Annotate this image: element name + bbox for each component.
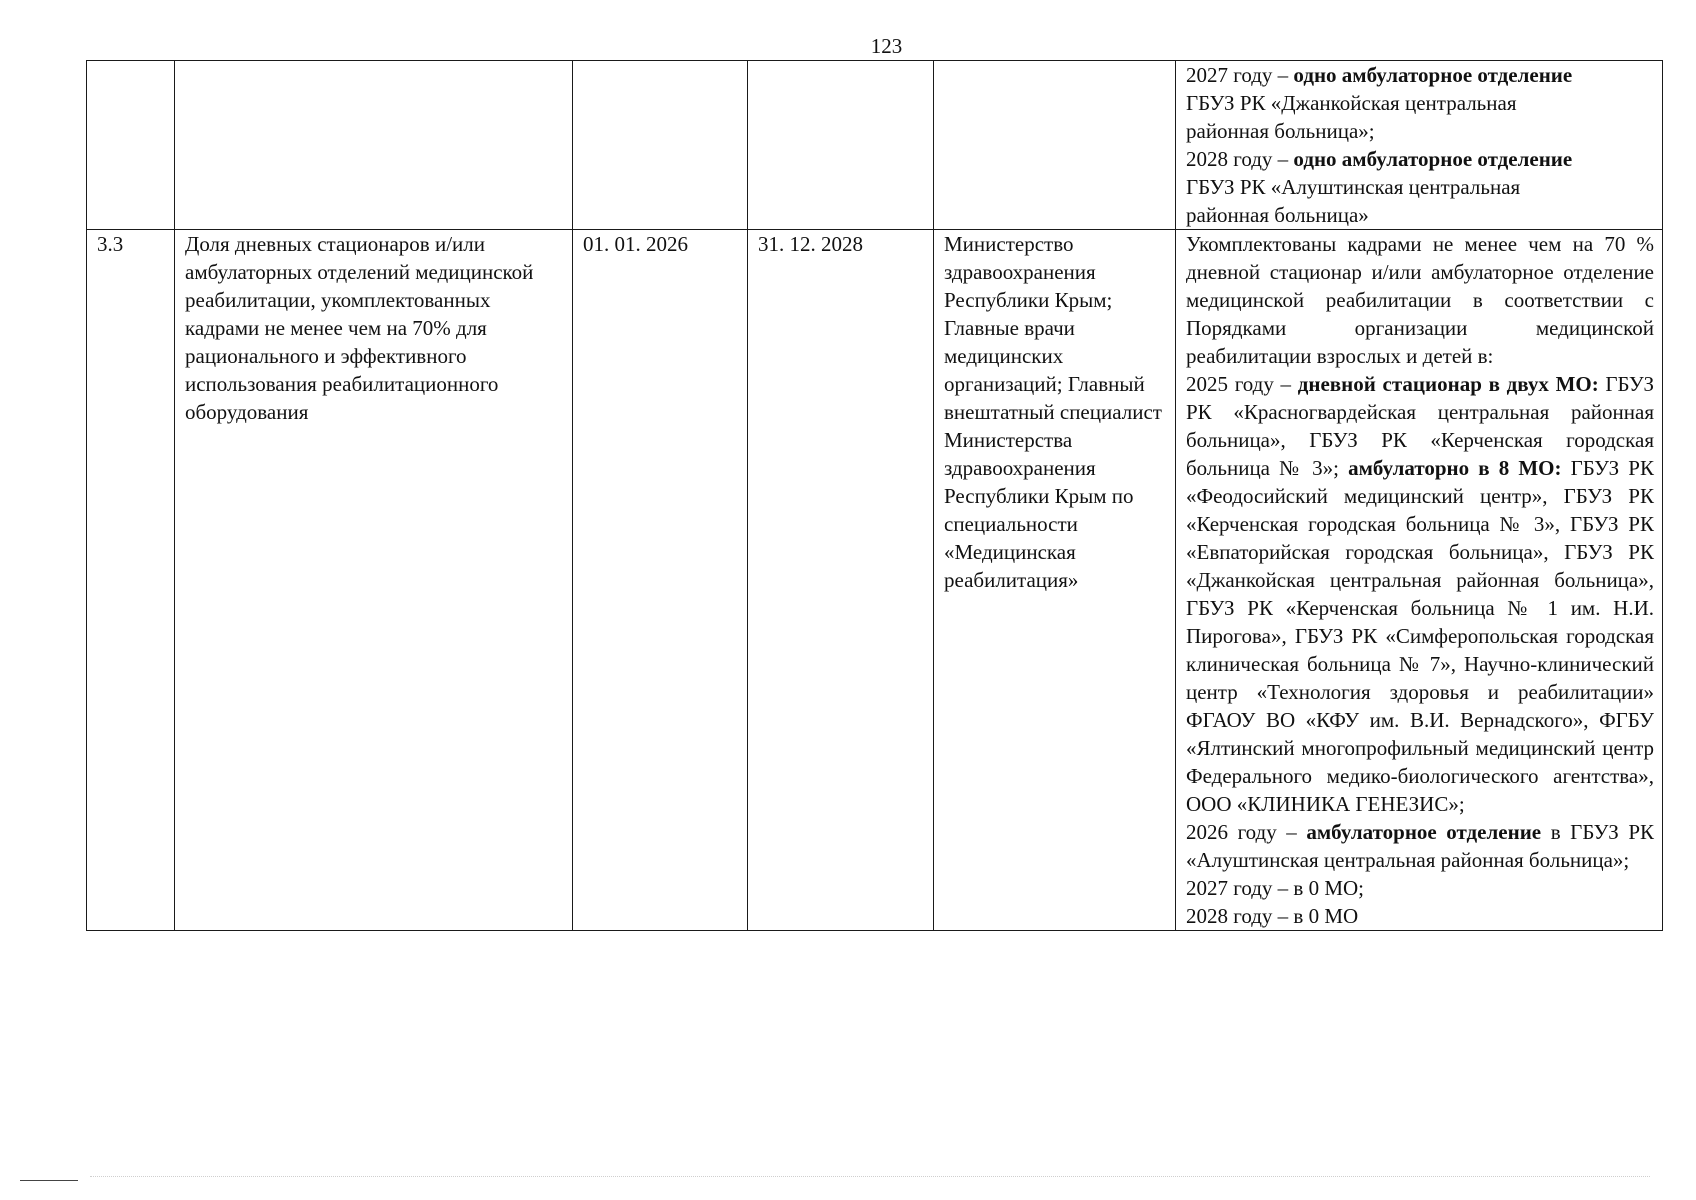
cell-description-empty — [175, 61, 573, 230]
cell-result — [1176, 230, 1663, 931]
cell-end-date: 31. 12. 2028 — [748, 230, 934, 931]
result-line: 2027 году – одно амбулаторное отделение — [1186, 63, 1573, 87]
result-2028: 2028 году – в 0 МО — [1186, 904, 1359, 928]
cell-number-empty — [87, 61, 175, 230]
measures-table — [86, 60, 1663, 931]
result-line: районная больница»; — [1186, 119, 1375, 143]
result-2025: 2025 году – дневной стационар в двух МО: ГБУЗ РК «Красногвардейская центральная районная больница», ГБУЗ РК «Керченская городская больница № 3»; амбулаторно в 8 МО: ГБУЗ РК «Феодосийский медицинский центр», ГБУЗ РК «Керченская городская больница № 3», ГБУЗ РК «Евпаторийская городская больница», ГБУЗ РК «Джанкойская центральная районная больница», ГБУЗ РК «Керченская больница № 1 им. Н.И. Пирогова», ГБУЗ РК «Симферопольская городская клиническая больница № 7», Научно-клинический центр «Технология здоровья и реабилитации» ФГАОУ ВО «КФУ им. В.И. Вернадского», ФГБУ «Ялтинский многопрофильный медицинский центр Федерального медико-биологического агентства», ООО «КЛИНИКА ГЕНЕЗИС»; — [1186, 372, 1654, 816]
result-2026: 2026 году – амбулаторное отделение в ГБУЗ РК «Алуштинская центральная районная больница»; — [1186, 820, 1655, 872]
result-line: ГБУЗ РК «Алуштинская центральная — [1186, 175, 1521, 199]
result-line: 2028 году – одно амбулаторное отделение — [1186, 147, 1573, 171]
table-row-continuation — [87, 61, 1663, 230]
cell-responsible: Министерство здравоохранения Республики Крым; Главные врачи медицинских организаций; Главный внештатный специалист Министерства здравоохранения Республики Крым по специальности «Медицинская реабилитация» — [934, 230, 1176, 931]
page-number: 123 — [870, 34, 903, 58]
result-intro: Укомплектованы кадрами не менее чем на 70 % дневной стационар и/или амбулаторное отделение медицинской реабилитации в соответствии с Порядками организации медицинской реабилитации взрослых и детей в: — [1186, 232, 1654, 368]
result-line: районная больница» — [1186, 203, 1369, 227]
cell-start-date-empty — [573, 61, 748, 230]
cell-responsible-empty — [934, 61, 1176, 230]
cell-result-continuation — [1176, 61, 1663, 230]
cell-end-date-empty — [748, 61, 934, 230]
table-row-3-3 — [87, 230, 1663, 931]
cell-item-number: 3.3 — [87, 230, 175, 931]
result-line: ГБУЗ РК «Джанкойская центральная — [1186, 91, 1517, 115]
scan-artifact-line — [20, 1180, 78, 1181]
cell-start-date: 01. 01. 2026 — [573, 230, 748, 931]
cell-description: Доля дневных стационаров и/или амбулаторных отделений медицинской реабилитации, укомплектованных кадрами не менее чем на 70% для рационального и эффективного использования реабилитационного оборудования — [175, 230, 573, 931]
result-2027: 2027 году – в 0 МО; — [1186, 876, 1365, 900]
scan-artifact-dots — [90, 1176, 1650, 1177]
